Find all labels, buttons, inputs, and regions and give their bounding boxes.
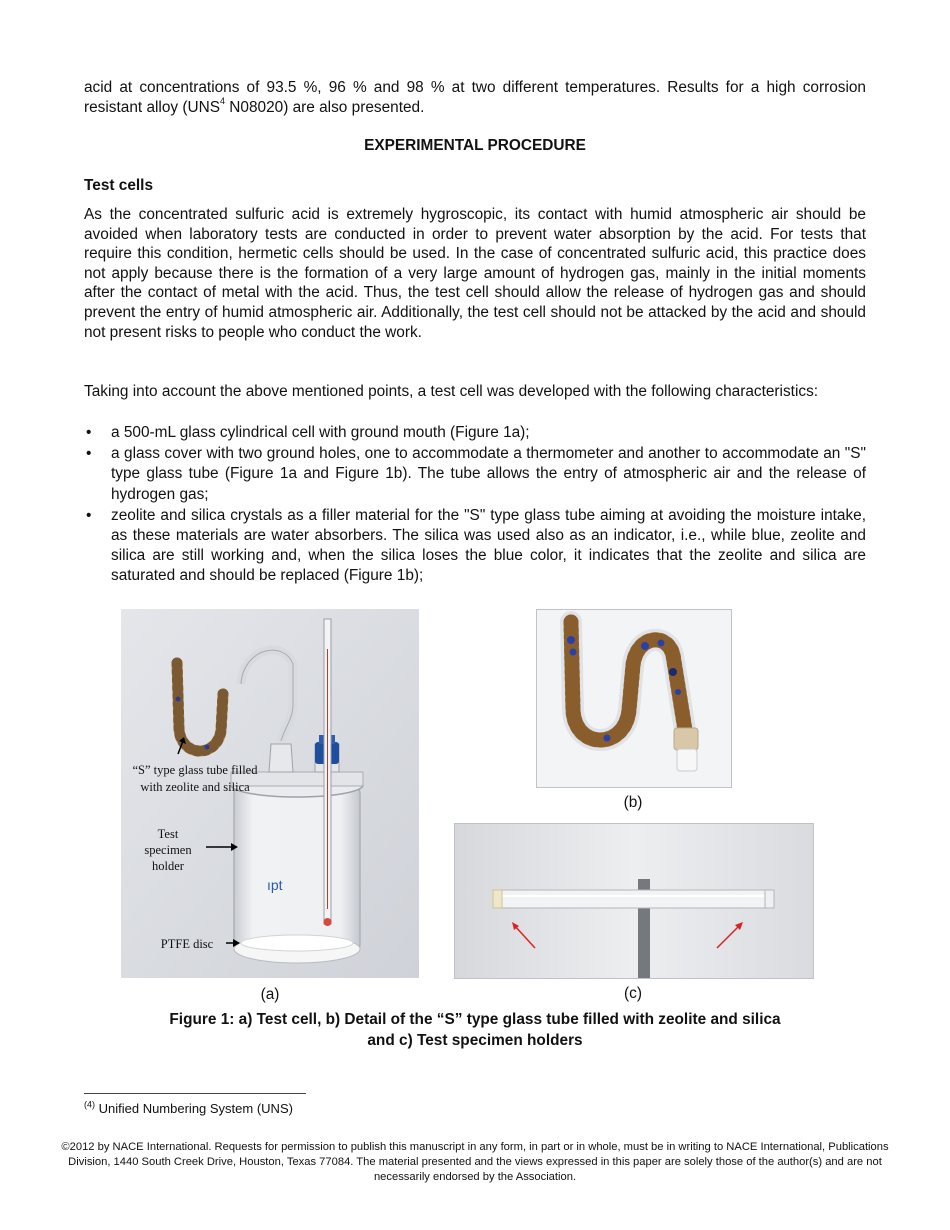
- copyright-notice: ©2012 by NACE International. Requests for permission to publish this manuscript in any form, in part or in whole, must be in writing to NACE International, Publications Division, 1440 South Creek Drive, Houston, Texas 77084. The material presented and the views expressed in this paper are solely those of the author(s) and are not necessarily endorsed by the Association.: [61, 1141, 889, 1183]
- footnote-text: Unified Numbering System (UNS): [95, 1101, 293, 1116]
- figure-b-label: (b): [623, 794, 643, 811]
- holder-annotation-line2: specimen: [144, 843, 192, 857]
- footnote-rule: [84, 1093, 306, 1094]
- holder-annotation-line1: Test: [157, 827, 179, 841]
- intro-paragraph: acid at concentrations of 93.5 %, 96 % and 98 % at two different temperatures. Results for a high corrosion resistant alloy (UNS$^4$ N08020) are also presented.: [84, 79, 866, 116]
- caption-line-1: Figure 1: a) Test cell, b) Detail of the “S” type glass tube filled with zeolite and silica: [169, 1011, 781, 1028]
- holder-annotation-line3: holder: [152, 859, 184, 873]
- figure-a-photo: [121, 609, 419, 978]
- footnote-reference: 4: [220, 96, 226, 107]
- paragraph-2: Taking into account the above mentioned points, a test cell was developed with the following characteristics:: [84, 383, 819, 400]
- paragraph-1: As the concentrated sulfuric acid is extremely hygroscopic, its contact with humid atmospheric air should be avoided when laboratory tests are conducted in order to prevent water absorption by the acid. For tests that require this condition, hermetic cells should be used. In the case of concentrated sulfuric acid, this practice does not apply because there is the formation of a very large amount of hydrogen gas, mainly in the initial moments after the contact of metal with the acid. Thus, the test cell should allow the release of hydrogen gas and should prevent the entry of humid atmospheric air. Additionally, the test cell should not be attacked by the acid and should not present risks to people who conduct the work.: [84, 206, 866, 341]
- list-item: • a glass cover with two ground holes, one to accommodate a thermometer and another to accommodate an "S" type glass tube (Figure 1a and Figure 1b). The tube allows the entry of atmospheric air and the release of hydrogen gas;: [84, 444, 866, 505]
- figure-c-label: (c): [624, 985, 642, 1002]
- disc-annotation: PTFE disc: [160, 937, 214, 951]
- section-heading: EXPERIMENTAL PROCEDURE: [364, 137, 586, 154]
- list-item: • zeolite and silica crystals as a filler material for the "S" type glass tube aiming at avoiding the moisture intake, as these materials are water absorbers. The silica was used also as an indicator, i.e., while blue, zeolite and silica are still working and, when the silica loses the blue color, it indicates that the zeolite and silica are saturated and should be replaced (Figure 1b);: [84, 506, 866, 587]
- tube-annotation-line1: “S” type glass tube filled: [132, 763, 258, 777]
- ipt-logo: ıpt: [267, 877, 283, 893]
- footnote-mark: (4): [84, 1099, 95, 1110]
- subheading: Test cells: [84, 177, 154, 194]
- list-item: • a 500-mL glass cylindrical cell with ground mouth (Figure 1a);: [84, 423, 866, 443]
- caption-line-2: and c) Test specimen holders: [367, 1031, 583, 1049]
- figure-a-label: (a): [260, 986, 280, 1003]
- figure-b-photo: [536, 609, 732, 788]
- characteristics-list: [84, 423, 866, 588]
- figure-c-photo: [454, 823, 814, 979]
- figure-caption: [84, 1010, 866, 1051]
- tube-annotation-line2: with zeolite and silica: [140, 780, 250, 794]
- footnote: [84, 1101, 293, 1116]
